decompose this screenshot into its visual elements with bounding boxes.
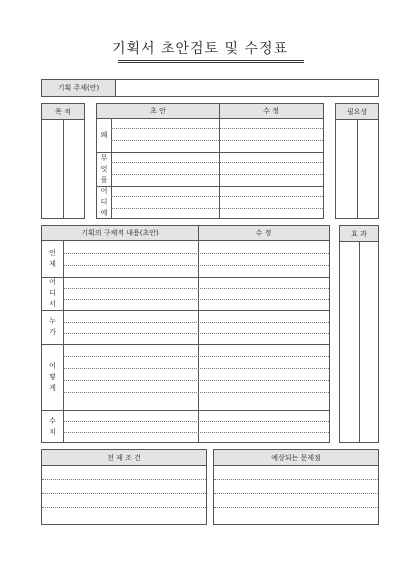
row-sep <box>42 344 329 345</box>
write-line <box>42 507 206 508</box>
write-line <box>111 140 323 141</box>
title-underline-double <box>118 62 304 63</box>
title-underline <box>118 60 304 61</box>
content-header: 기획의 구체적 내용(초안) <box>42 226 198 241</box>
purpose-header: 목 적 <box>42 104 84 120</box>
write-line <box>63 421 329 422</box>
write-line <box>111 208 323 209</box>
row-label-when: 언 제 <box>49 249 56 268</box>
label-col-divider <box>111 119 112 218</box>
premise-box <box>41 449 207 525</box>
write-line <box>63 368 329 369</box>
write-line <box>63 265 329 266</box>
write-line <box>214 479 378 480</box>
topic-label-cell <box>42 80 116 96</box>
draft-revision-divider <box>219 104 220 218</box>
write-line <box>111 196 323 197</box>
necessity-box <box>335 103 379 219</box>
write-line <box>214 507 378 508</box>
write-line <box>111 162 323 163</box>
write-line <box>63 392 329 393</box>
effect-divider <box>359 241 360 442</box>
topic-row <box>41 79 379 97</box>
write-line <box>111 174 323 175</box>
effect-header: 효 과 <box>340 226 378 242</box>
purpose-divider <box>63 119 64 218</box>
write-line <box>63 299 329 300</box>
write-line <box>111 128 323 129</box>
row-label-figures: 수 치 <box>49 416 56 436</box>
row-label-how: 어 떻 게 <box>49 361 56 392</box>
effect-box <box>339 225 379 443</box>
revision-header: 수 정 <box>219 104 323 119</box>
row-sep <box>97 152 323 153</box>
premise-header: 전 제 조 건 <box>42 450 206 466</box>
problems-header: 예상되는 문제점 <box>214 450 378 466</box>
topic-input[interactable] <box>117 80 378 96</box>
mid-revision-header: 수 정 <box>198 226 329 241</box>
row-label-where: 어 디 서 <box>49 278 56 308</box>
write-line <box>63 322 329 323</box>
row-label-what: 무 엇 을 <box>100 153 108 184</box>
row-sep <box>42 277 329 278</box>
necessity-header: 필요성 <box>336 104 378 120</box>
row-label-why: 왜 <box>100 131 108 139</box>
write-line <box>42 493 206 494</box>
row-sep <box>42 410 329 411</box>
write-line <box>63 356 329 357</box>
draft-table <box>96 103 324 219</box>
write-line <box>42 479 206 480</box>
write-line <box>63 380 329 381</box>
row-label-where: 어 디 에 <box>100 187 108 217</box>
problems-box <box>213 449 379 525</box>
row-sep <box>97 186 323 187</box>
purpose-box <box>41 103 85 219</box>
write-line <box>63 253 329 254</box>
write-line <box>63 432 329 433</box>
necessity-divider <box>357 119 358 218</box>
row-sep <box>42 310 329 311</box>
write-line <box>63 288 329 289</box>
mid-label-col-divider <box>63 241 64 442</box>
content-table <box>41 225 330 443</box>
draft-header: 초 안 <box>97 104 219 119</box>
write-line <box>214 493 378 494</box>
row-label-who: 누 가 <box>49 317 56 336</box>
topic-label: 기획 주제(안) <box>57 84 100 92</box>
page-title: 기획서 초안검토 및 수정표 <box>111 41 289 57</box>
write-line <box>63 333 329 334</box>
